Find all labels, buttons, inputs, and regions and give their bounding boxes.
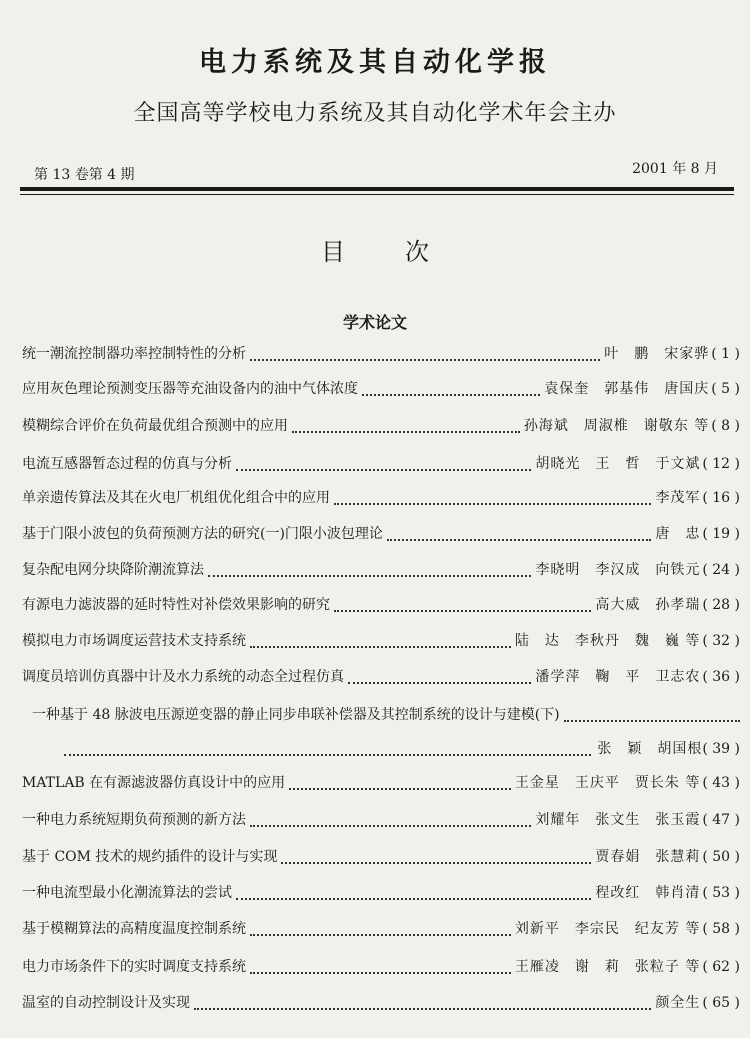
toc-entry[interactable] (22, 559, 740, 583)
entry-title: 有源电力滤波器的延时特性对补偿效果影响的研究 (22, 597, 330, 613)
toc-entry[interactable] (22, 453, 740, 477)
dot-leader (250, 349, 600, 361)
toc-entry[interactable] (22, 523, 740, 547)
entry-authors: 唐 忠 (655, 526, 701, 542)
section-title: 学术论文 (342, 313, 407, 332)
entry-authors: 李茂军 (655, 490, 701, 506)
entry-authors: 潘学萍 鞠 平 卫志农 (535, 669, 701, 685)
toc-entry-line-1[interactable] (32, 704, 740, 728)
entry-page: ( 28 ) (702, 597, 740, 613)
entry-title: 基于 COM 技术的规约插件的设计与实现 (22, 849, 278, 865)
entry-authors: 袁保奎 郭基伟 唐国庆 (544, 381, 710, 397)
entry-title: 一种电力系统短期负荷预测的新方法 (22, 812, 246, 828)
entry-title: 模拟电力市场调度运营技术支持系统 (22, 633, 246, 649)
entry-title: 应用灰色理论预测变压器等充油设备内的油中气体浓度 (22, 381, 358, 397)
journal-sponsor: 全国高等学校电力系统及其自动化学术年会主办 (133, 101, 617, 126)
dot-leader (64, 744, 591, 756)
dot-leader (334, 493, 651, 505)
toc-entry[interactable] (22, 378, 740, 402)
entry-authors: 李晓明 李汉成 向铁元 (535, 562, 701, 578)
toc-entry[interactable] (22, 594, 740, 618)
entry-authors: 刘耀年 张文生 张玉霞 (535, 812, 701, 828)
entry-authors: 陆 达 李秋丹 魏 巍 等 (514, 633, 701, 649)
entry-authors: 贾春娟 张慧莉 (595, 849, 701, 865)
entry-page: ( 16 ) (702, 490, 740, 506)
entry-title: 模糊综合评价在负荷最优组合预测中的应用 (22, 418, 288, 434)
entry-page: ( 8 ) (711, 418, 740, 434)
dot-leader (564, 710, 740, 722)
toc-entry[interactable] (22, 846, 740, 870)
toc-entry[interactable] (22, 415, 740, 439)
entry-page: ( 62 ) (702, 959, 740, 975)
dot-leader (334, 600, 591, 612)
entry-title: MATLAB 在有源滤波器仿真设计中的应用 (22, 775, 286, 791)
entry-title: 复杂配电网分块降阶潮流算法 (22, 562, 204, 578)
dot-leader (362, 384, 540, 396)
entry-title: 调度员培训仿真器中计及水力系统的动态全过程仿真 (22, 669, 344, 685)
toc-entry[interactable] (22, 343, 740, 367)
dot-leader (250, 815, 531, 827)
entry-authors: 王雁凌 谢 莉 张粒子 等 (514, 959, 701, 975)
entry-page: ( 65 ) (702, 995, 740, 1011)
entry-authors: 颜全生 (655, 995, 701, 1011)
entry-authors: 王金星 王庆平 贾长朱 等 (514, 775, 701, 791)
entry-page: ( 43 ) (702, 775, 740, 791)
entry-page: ( 19 ) (702, 526, 740, 542)
dot-leader (208, 565, 531, 577)
issue-number: 第 13 卷第 4 期 (34, 167, 135, 183)
entry-authors: 高大威 孙孝瑞 (595, 597, 701, 613)
entry-authors: 孙海斌 周淑椎 谢敬东 等 (523, 418, 710, 434)
toc-entry-line-2[interactable] (64, 738, 740, 762)
toc-entry[interactable] (22, 992, 740, 1016)
toc-entry[interactable] (22, 882, 740, 906)
entry-page: ( 1 ) (711, 346, 740, 362)
entry-page: ( 50 ) (702, 849, 740, 865)
entry-page: ( 5 ) (711, 381, 740, 397)
contents-title: 目次 (321, 238, 489, 266)
entry-page: ( 58 ) (702, 921, 740, 937)
entry-title: 单亲遗传算法及其在火电厂机组优化组合中的应用 (22, 490, 330, 506)
issue-date: 2001 年 8 月 (632, 161, 718, 177)
toc-entry[interactable] (22, 956, 740, 980)
dot-leader (387, 529, 651, 541)
toc-entry[interactable] (22, 630, 740, 654)
dot-leader (194, 998, 651, 1010)
entry-title: 电力市场条件下的实时调度支持系统 (22, 959, 246, 975)
entry-page: ( 53 ) (702, 885, 740, 901)
entry-title: 一种基于 48 脉波电压源逆变器的静止同步串联补偿器及其控制系统的设计与建模(下) (32, 707, 560, 723)
entry-title: 基于模糊算法的高精度温度控制系统 (22, 921, 246, 937)
toc-entry[interactable] (22, 772, 740, 796)
dot-leader (250, 636, 511, 648)
dot-leader (250, 924, 511, 936)
entry-page: ( 36 ) (702, 669, 740, 685)
dot-leader (292, 421, 520, 433)
entry-authors: 叶 鹏 宋家骅 (604, 346, 710, 362)
dot-leader (236, 888, 591, 900)
dot-leader (250, 962, 511, 974)
entry-authors: 程改红 韩肖清 (595, 885, 701, 901)
journal-title: 电力系统及其自动化学报 (199, 47, 551, 78)
toc-entry[interactable] (22, 918, 740, 942)
dot-leader (348, 672, 531, 684)
entry-page: ( 39 ) (702, 741, 740, 757)
toc-entry[interactable] (22, 487, 740, 511)
dot-leader (236, 459, 531, 471)
dot-leader (281, 852, 591, 864)
entry-authors: 刘新平 李宗民 纪友芳 等 (514, 921, 701, 937)
entry-title: 电流互感器暂态过程的仿真与分析 (22, 456, 232, 472)
entry-title: 一种电流型最小化潮流算法的尝试 (22, 885, 232, 901)
entry-title: 基于门限小波包的负荷预测方法的研究(一)门限小波包理论 (22, 526, 383, 542)
entry-page: ( 47 ) (702, 812, 740, 828)
entry-authors: 张 颖 胡国根 (597, 741, 703, 757)
entry-authors: 胡晓光 王 哲 于文斌 (535, 456, 701, 472)
entry-page: ( 24 ) (702, 562, 740, 578)
entry-page: ( 12 ) (702, 456, 740, 472)
dot-leader (289, 778, 511, 790)
toc-entry[interactable] (22, 666, 740, 690)
entry-title: 温室的自动控制设计及实现 (22, 995, 190, 1011)
entry-title: 统一潮流控制器功率控制特性的分析 (22, 346, 246, 362)
toc-entry[interactable] (22, 809, 740, 833)
entry-page: ( 32 ) (702, 633, 740, 649)
